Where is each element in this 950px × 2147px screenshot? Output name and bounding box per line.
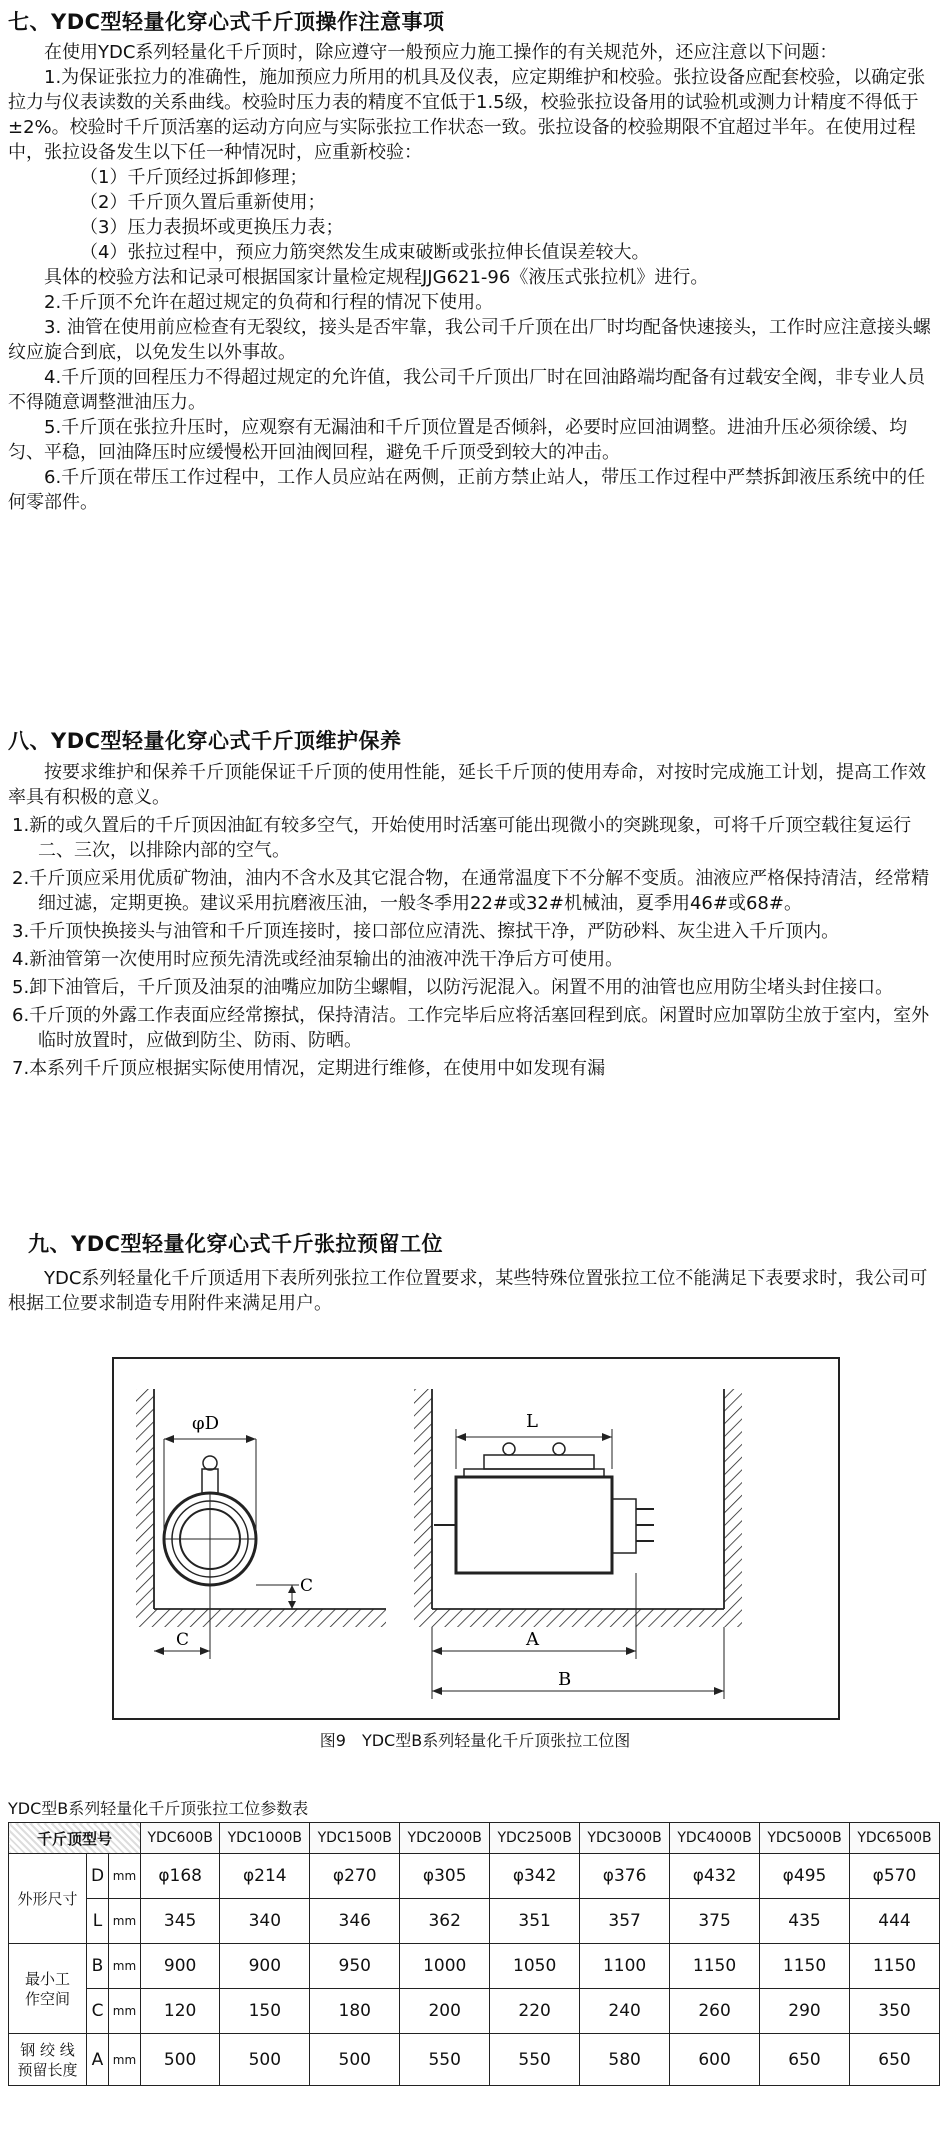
table-title: YDC型B系列轻量化千斤顶张拉工位参数表	[8, 1799, 309, 1818]
table-cell: 435	[760, 1899, 850, 1944]
label-L: L	[526, 1411, 538, 1432]
table-cell: 1150	[849, 1944, 939, 1989]
unit-cell: mm	[109, 2034, 141, 2086]
section9-title: 九、YDC型轻量化穿心式千斤张拉预留工位	[28, 1232, 444, 1256]
table-row	[9, 1944, 940, 1989]
table-cell: φ495	[760, 1854, 850, 1899]
table-header-row	[9, 1823, 940, 1854]
section8-item-7: 7.本系列千斤顶应根据实际使用情况，定期进行维修，在使用中如发现有漏	[12, 1058, 606, 1079]
section7-item1: 1.为保证张拉力的准确性，施加预应力所用的机具及仪表，应定期维护和校验。张拉设备应配套校验，以确定张拉力与仪表读数的关系曲线。校验时压力表的精度不宜低于1.5级，校验张拉设备用的试验机或测力计精度不得低于±2%。校验时千斤顶活塞的运动方向应与实际张拉工作状态一致。张拉设备的校验期限不宜超过半年。在使用过程中，张拉设备发生以下任一种情况时，应重新校验：	[8, 67, 926, 163]
table-cell: 346	[310, 1899, 400, 1944]
row-key: C	[87, 1989, 109, 2034]
work-position-diagram	[112, 1357, 840, 1720]
table-cell: 357	[580, 1899, 670, 1944]
section9-intro: YDC系列轻量化千斤顶适用下表所列张拉工作位置要求，某些特殊位置张拉工位不能满足下表要求时，我公司可根据工位要求制造专用附件来满足用户。	[8, 1268, 928, 1314]
model-header: YDC5000B	[760, 1823, 850, 1854]
group-label-line: 作空间	[24, 1989, 70, 2008]
section8-item-2: 2.千斤顶应采用优质矿物油，油内不含水及其它混合物，在通常温度下不分解不变质。油液应严格保持清洁，经常精细过滤，定期更换。建议采用抗磨液压油，一般冬季用22#或32#机械油，夏季用46#或68#。	[12, 868, 930, 914]
right-floor	[414, 1609, 742, 1627]
section7-body	[8, 40, 938, 515]
group-label-line: 预留长度	[17, 2060, 78, 2079]
table-cell: 350	[849, 1989, 939, 2034]
table-cell: 1000	[400, 1944, 490, 1989]
table-cell: 500	[220, 2034, 310, 2086]
row-key: L	[87, 1899, 109, 1944]
table-cell: 240	[580, 1989, 670, 2034]
table-cell: φ270	[310, 1854, 400, 1899]
table-cell: 340	[220, 1899, 310, 1944]
table-cell: 650	[849, 2034, 939, 2086]
group-label	[9, 2034, 87, 2086]
label-B: B	[558, 1669, 572, 1690]
section8-item-5: 5.卸下油管后，千斤顶及油泵的油嘴应加防尘螺帽，以防污泥混入。闲置不用的油管也应用防尘堵头封住接口。	[12, 977, 894, 998]
table-cell: 290	[760, 1989, 850, 2034]
table-cell: 375	[670, 1899, 760, 1944]
label-A: A	[526, 1629, 539, 1650]
table-cell: 120	[141, 1989, 220, 2034]
table-cell: 1150	[760, 1944, 850, 1989]
section8-intro: 按要求维护和保养千斤顶能保证千斤顶的使用性能，延长千斤顶的使用寿命，对按时完成施工计划，提高工作效率具有积极的意义。	[8, 762, 926, 808]
model-header: YDC2000B	[400, 1823, 490, 1854]
right-wall-right	[724, 1389, 742, 1609]
table-cell: 200	[400, 1989, 490, 2034]
label-phiD: φD	[192, 1413, 220, 1434]
table-row	[9, 2034, 940, 2086]
section7-sub-4: （4）张拉过程中，预应力筋突然发生成束破断或张拉伸长值误差较大。	[80, 242, 650, 263]
table-cell: φ168	[141, 1854, 220, 1899]
label-c-vertical: C	[300, 1576, 314, 1596]
table-row	[9, 1989, 940, 2034]
table-cell: 345	[141, 1899, 220, 1944]
jack-side-view	[434, 1443, 654, 1573]
table-row	[9, 1899, 940, 1944]
section8-item-6: 6.千斤顶的外露工作表面应经常擦拭，保持清洁。工作完毕后应将活塞回程到底。闲置时应加罩防尘放于室内，室外临时放置时，应做到防尘、防雨、防晒。	[12, 1005, 930, 1051]
section7-sub-1: （1）千斤顶经过拆卸修理；	[80, 167, 308, 188]
table-cell: 220	[490, 1989, 580, 2034]
params-table	[8, 1822, 940, 2086]
label-c-horizontal: C	[176, 1630, 190, 1650]
section7-item6: 6.千斤顶在带压工作过程中，工作人员应站在两侧，正前方禁止站人，带压工作过程中严禁拆卸液压系统中的任何零部件。	[8, 467, 926, 513]
table-cell: 550	[400, 2034, 490, 2086]
group-label: 外形尺寸	[9, 1854, 87, 1944]
table-cell: 260	[670, 1989, 760, 2034]
table-cell: 1150	[670, 1944, 760, 1989]
section7-item4: 4.千斤顶的回程压力不得超过规定的允许值，我公司千斤顶出厂时在回油路端均配备有过载安全阀，非专业人员不得随意调整泄油压力。	[8, 367, 926, 413]
left-wall	[136, 1389, 154, 1609]
section8-body	[8, 760, 938, 1084]
section7-intro: 在使用YDC系列轻量化千斤顶时，除应遵守一般预应力施工操作的有关规范外，还应注意以下问题：	[44, 42, 838, 63]
model-header: YDC600B	[141, 1823, 220, 1854]
group-label-line: 最小工	[24, 1969, 70, 1988]
table-cell: 1100	[580, 1944, 670, 1989]
section7-sub-3: （3）压力表损坏或更换压力表；	[80, 217, 344, 238]
table-corner: 千斤顶型号	[9, 1823, 141, 1854]
jack-front-view	[164, 1456, 256, 1585]
unit-cell: mm	[109, 1989, 141, 2034]
table-cell: 444	[849, 1899, 939, 1944]
section8-item-4: 4.新油管第一次使用时应预先清洗或经油泵输出的油液冲洗干净后方可使用。	[12, 949, 624, 970]
model-header: YDC1000B	[220, 1823, 310, 1854]
group-label-line: 钢 绞 线	[20, 2040, 75, 2059]
model-header: YDC6500B	[849, 1823, 939, 1854]
unit-cell: mm	[109, 1899, 141, 1944]
table-cell: 950	[310, 1944, 400, 1989]
section8-item-3: 3.千斤顶快换接头与油管和千斤顶连接时，接口部位应清洗、擦拭干净，严防砂料、灰尘进入千斤顶内。	[12, 921, 840, 942]
section7-detail: 具体的校验方法和记录可根据国家计量检定规程JJG621-96《液压式张拉机》进行。	[44, 267, 709, 288]
table-cell: 180	[310, 1989, 400, 2034]
table-cell: 500	[310, 2034, 400, 2086]
section7-title: 七、YDC型轻量化穿心式千斤顶操作注意事项	[8, 10, 445, 34]
table-cell: 150	[220, 1989, 310, 2034]
table-cell: φ342	[490, 1854, 580, 1899]
right-wall-left	[414, 1389, 432, 1609]
table-cell: 500	[141, 2034, 220, 2086]
table-cell: φ432	[670, 1854, 760, 1899]
section7-sub-2: （2）千斤顶久置后重新使用；	[80, 192, 326, 213]
model-header: YDC3000B	[580, 1823, 670, 1854]
section7-item5: 5.千斤顶在张拉升压时，应观察有无漏油和千斤顶位置是否倾斜，必要时应回油调整。进油升压必须徐缓、均匀、平稳，回油降压时应缓慢松开回油阀回程，避免千斤顶受到较大的冲击。	[8, 417, 908, 463]
table-cell: 362	[400, 1899, 490, 1944]
unit-cell: mm	[109, 1854, 141, 1899]
table-cell: φ214	[220, 1854, 310, 1899]
table-cell: 1050	[490, 1944, 580, 1989]
table-cell: φ376	[580, 1854, 670, 1899]
diagram-svg	[114, 1359, 838, 1718]
section7-item2: 2.千斤顶不允许在超过规定的负荷和行程的情况下使用。	[44, 292, 494, 313]
unit-cell: mm	[109, 1944, 141, 1989]
group-label	[9, 1944, 87, 2034]
section8-title: 八、YDC型轻量化穿心式千斤顶维护保养	[8, 729, 402, 753]
table-cell: 600	[670, 2034, 760, 2086]
table-cell: 900	[220, 1944, 310, 1989]
section8-item-1: 1.新的或久置后的千斤顶因油缸有较多空气，开始使用时活塞可能出现微小的突跳现象，可将千斤顶空载往复运行二、三次，以排除内部的空气。	[12, 815, 912, 861]
row-key: A	[87, 2034, 109, 2086]
section9-body	[8, 1266, 938, 1316]
table-cell: 900	[141, 1944, 220, 1989]
table-cell: 351	[490, 1899, 580, 1944]
table-cell: 550	[490, 2034, 580, 2086]
row-key: D	[87, 1854, 109, 1899]
table-cell: φ305	[400, 1854, 490, 1899]
figure-caption: 图9 YDC型B系列轻量化千斤顶张拉工位图	[319, 1731, 631, 1750]
left-floor	[136, 1609, 386, 1627]
row-key: B	[87, 1944, 109, 1989]
model-header: YDC1500B	[310, 1823, 400, 1854]
table-row	[9, 1854, 940, 1899]
table-cell: 650	[760, 2034, 850, 2086]
model-header: YDC2500B	[490, 1823, 580, 1854]
table-cell: φ570	[849, 1854, 939, 1899]
model-header: YDC4000B	[670, 1823, 760, 1854]
table-cell: 580	[580, 2034, 670, 2086]
section7-item3: 3. 油管在使用前应检查有无裂纹，接头是否牢靠，我公司千斤顶在出厂时均配备快速接头，工作时应注意接头螺纹应旋合到底，以免发生以外事故。	[8, 317, 931, 363]
